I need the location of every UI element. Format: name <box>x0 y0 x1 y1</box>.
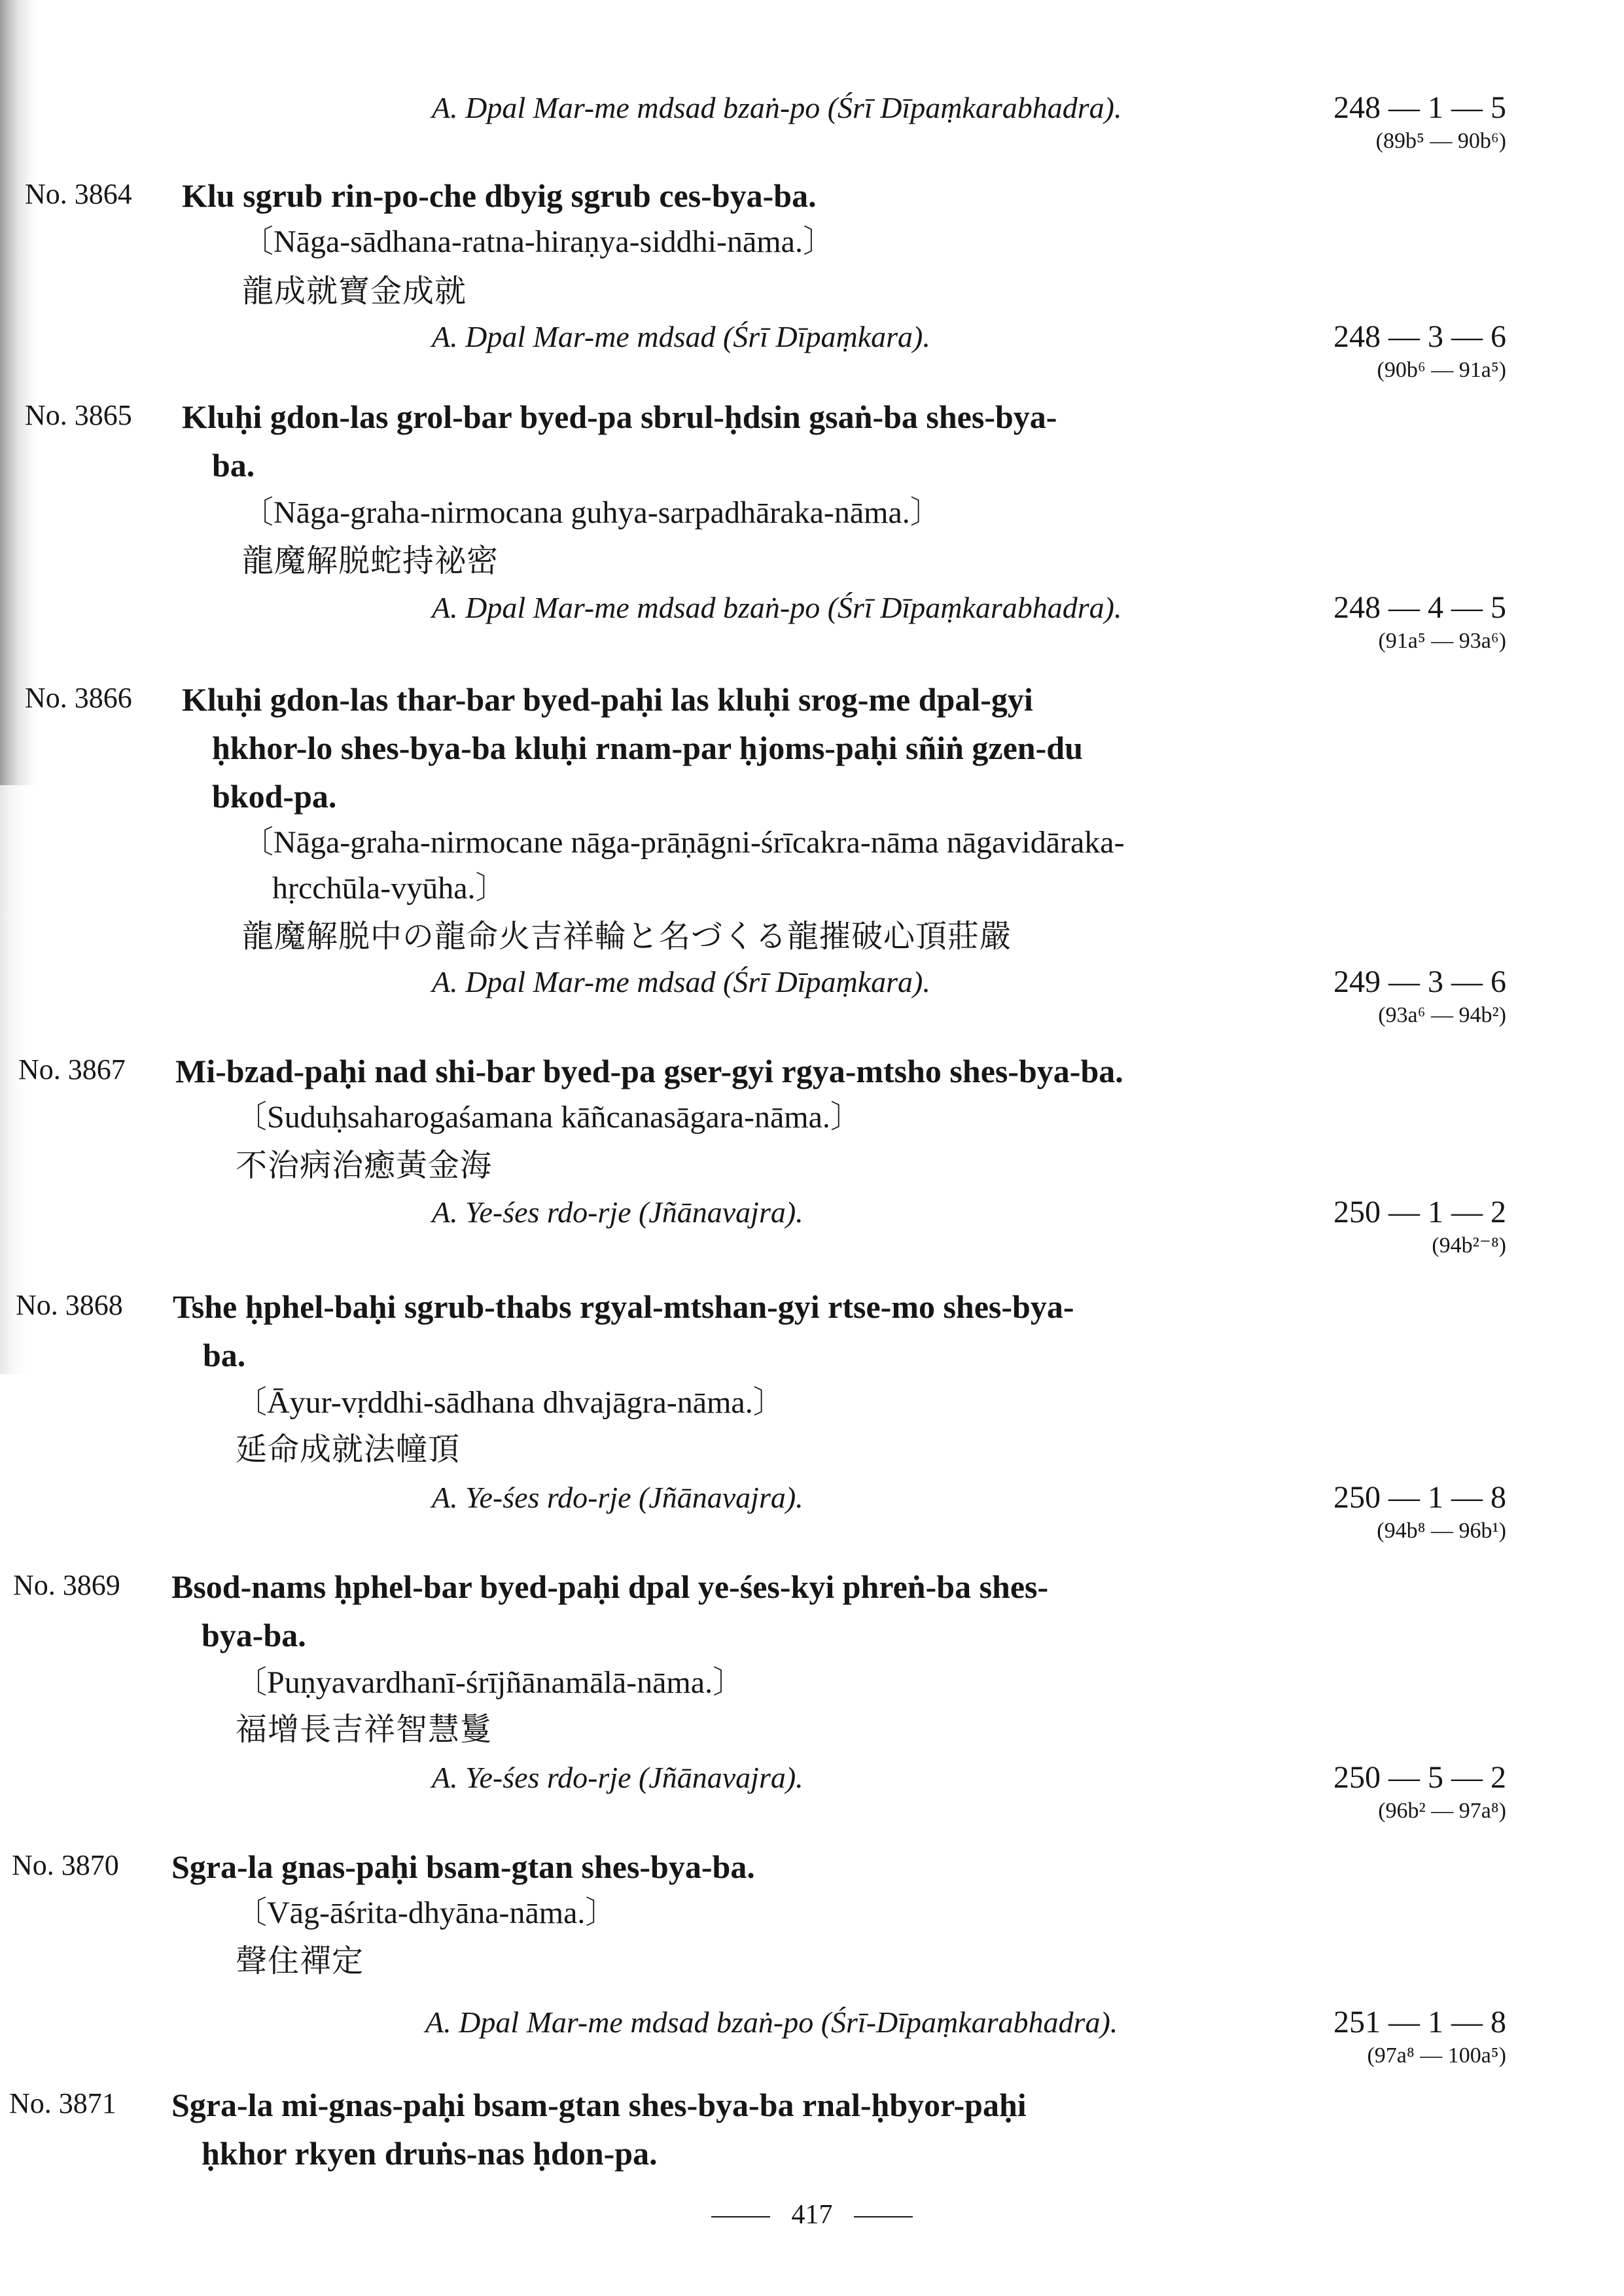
entry-sanskrit: 〔Nāga-sādhana-ratna-hiraṇya-siddhi-nāma.〕 <box>242 224 834 259</box>
entry-number: No. 3870 <box>12 1849 119 1881</box>
entry-sanskrit: 〔Suduḥsaharogaśamana kāñcanasāgara-nāma.〕 <box>236 1100 862 1135</box>
entry-reference: 248 — 3 — 6 <box>1333 319 1506 354</box>
entry-author: A. Ye-śes rdo-rje (Jñānavajra). <box>432 1481 803 1514</box>
entry-title <box>171 1843 1297 1891</box>
entry-sanskrit: 〔Āyur-vṛddhi-sādhana dhvajāgra-nāma.〕 <box>236 1385 785 1420</box>
entry-sanskrit: 〔Vāg-āśrita-dhyāna-nāma.〕 <box>236 1896 617 1930</box>
entry-author: A. Ye-śes rdo-rje (Jñānavajra). <box>432 1195 803 1229</box>
title-line: Mi-bzad-paḥi nad shi-bar byed-pa gser-gyi rgya-mtsho shes-bya-ba. <box>175 1053 1123 1089</box>
entry-folio: (90b⁶ — 91a⁵) <box>1377 358 1506 382</box>
entry-title <box>182 171 1307 220</box>
entry-sanskrit: 〔Nāga-graha-nirmocana guhya-sarpadhāraka-nāma.〕 <box>242 495 942 530</box>
entry-sanskrit-cont: hṛcchūla-vyūha.〕 <box>272 871 507 906</box>
entry-author: A. Dpal Mar-me mdsad bzaṅ-po (Śrī-Dīpaṃkarabhadra). <box>425 2005 1118 2039</box>
entry-reference: 250 — 5 — 2 <box>1333 1760 1506 1795</box>
entry-reference: 248 — 1 — 5 <box>1333 90 1506 125</box>
entry-chinese: 延命成就法幢頂 <box>236 1432 461 1467</box>
title-line: Sgra-la mi-gnas-paḥi bsam-gtan shes-bya-ba rnal-ḥbyor-paḥi <box>171 2087 1027 2123</box>
entry-folio: (89b⁵ — 90b⁶) <box>1375 129 1506 153</box>
title-line: bkod-pa. <box>212 778 337 815</box>
entry-number: No. 3867 <box>18 1053 126 1086</box>
entry-title <box>171 2081 1297 2178</box>
entry-title <box>182 393 1307 489</box>
entry-reference: 248 — 4 — 5 <box>1333 590 1506 625</box>
entry-folio: (91a⁵ — 93a⁶) <box>1378 629 1506 653</box>
title-line: ḥkhor rkyen druṅs-nas ḥdon-pa. <box>202 2135 658 2172</box>
title-line: bya-ba. <box>202 1617 306 1653</box>
title-line: Bsod-nams ḥphel-bar byed-paḥi dpal ye-śes-kyi phreṅ-ba shes- <box>171 1568 1049 1605</box>
entry-chinese: 龍魔解脱中の龍命火吉祥輪と名づくる龍摧破心頂莊嚴 <box>242 919 1012 954</box>
page-number-text: 417 <box>791 2200 833 2230</box>
entry-chinese: 福增長吉祥智慧鬘 <box>236 1712 493 1747</box>
entry-chinese: 不治病治癒黃金海 <box>236 1148 493 1183</box>
entry-number: No. 3871 <box>9 2087 116 2119</box>
entry-title <box>173 1282 1298 1379</box>
entry-number: No. 3865 <box>25 399 132 431</box>
page-number-rule-right <box>854 2216 913 2217</box>
entry-number: No. 3864 <box>25 178 132 210</box>
title-line: ḥkhor-lo shes-bya-ba kluḥi rnam-par ḥjoms-paḥi sñiṅ gzen-du <box>212 730 1083 766</box>
entry-number: No. 3866 <box>25 682 132 714</box>
entry-chinese: 龍魔解脱蛇持祕密 <box>242 544 499 578</box>
entry-chinese: 聲住禪定 <box>236 1944 364 1979</box>
entry-author: A. Dpal Mar-me mdsad bzaṅ-po (Śrī Dīpaṃkarabhadra). <box>432 91 1122 124</box>
entry-folio: (94b⁸ — 96b¹) <box>1377 1519 1506 1543</box>
page-number <box>0 2195 1624 2234</box>
title-line: ba. <box>203 1337 246 1373</box>
entry-number: No. 3868 <box>16 1289 123 1321</box>
page-number-rule-left <box>711 2216 770 2217</box>
entry-folio: (96b² — 97a⁸) <box>1378 1799 1506 1823</box>
entry-title <box>182 675 1307 821</box>
entry-sanskrit: 〔Nāga-graha-nirmocane nāga-prāṇāgni-śrīcakra-nāma nāgavidāraka- <box>242 825 1125 860</box>
title-line: Kluḥi gdon-las grol-bar byed-pa sbrul-ḥdsin gsaṅ-ba shes-bya- <box>182 398 1057 435</box>
entry-folio: (97a⁸ — 100a⁵) <box>1367 2043 1506 2068</box>
entry-author: A. Dpal Mar-me mdsad (Śrī Dīpaṃkara). <box>432 320 930 353</box>
title-line: Kluḥi gdon-las thar-bar byed-paḥi las kluḥi srog-me dpal-gyi <box>182 681 1033 718</box>
entry-author: A. Ye-śes rdo-rje (Jñānavajra). <box>432 1761 803 1794</box>
entry-author: A. Dpal Mar-me mdsad (Śrī Dīpaṃkara). <box>432 965 930 998</box>
entry-author: A. Dpal Mar-me mdsad bzaṅ-po (Śrī Dīpaṃkarabhadra). <box>432 591 1122 624</box>
title-line: Klu sgrub rin-po-che dbyig sgrub ces-bya-ba. <box>182 177 817 214</box>
entry-reference: 251 — 1 — 8 <box>1333 2005 1506 2040</box>
title-line: ba. <box>212 447 255 484</box>
entry-reference: 250 — 1 — 8 <box>1333 1480 1506 1515</box>
entry-number: No. 3869 <box>13 1569 120 1601</box>
title-line: Tshe ḥphel-baḥi sgrub-thabs rgyal-mtshan-gyi rtse-mo shes-bya- <box>173 1288 1074 1325</box>
title-line: Sgra-la gnas-paḥi bsam-gtan shes-bya-ba. <box>171 1848 755 1885</box>
entry-folio: (94b²⁻⁸) <box>1432 1233 1506 1258</box>
entry-chinese: 龍成就寶金成就 <box>242 274 467 309</box>
entry-sanskrit: 〔Puṇyavardhanī-śrījñānamālā-nāma.〕 <box>236 1665 745 1700</box>
entry-reference: 250 — 1 — 2 <box>1333 1195 1506 1229</box>
entry-title <box>175 1047 1301 1095</box>
entry-title <box>171 1563 1297 1659</box>
entry-reference: 249 — 3 — 6 <box>1333 964 1506 999</box>
entry-folio: (93a⁶ — 94b²) <box>1378 1003 1506 1027</box>
